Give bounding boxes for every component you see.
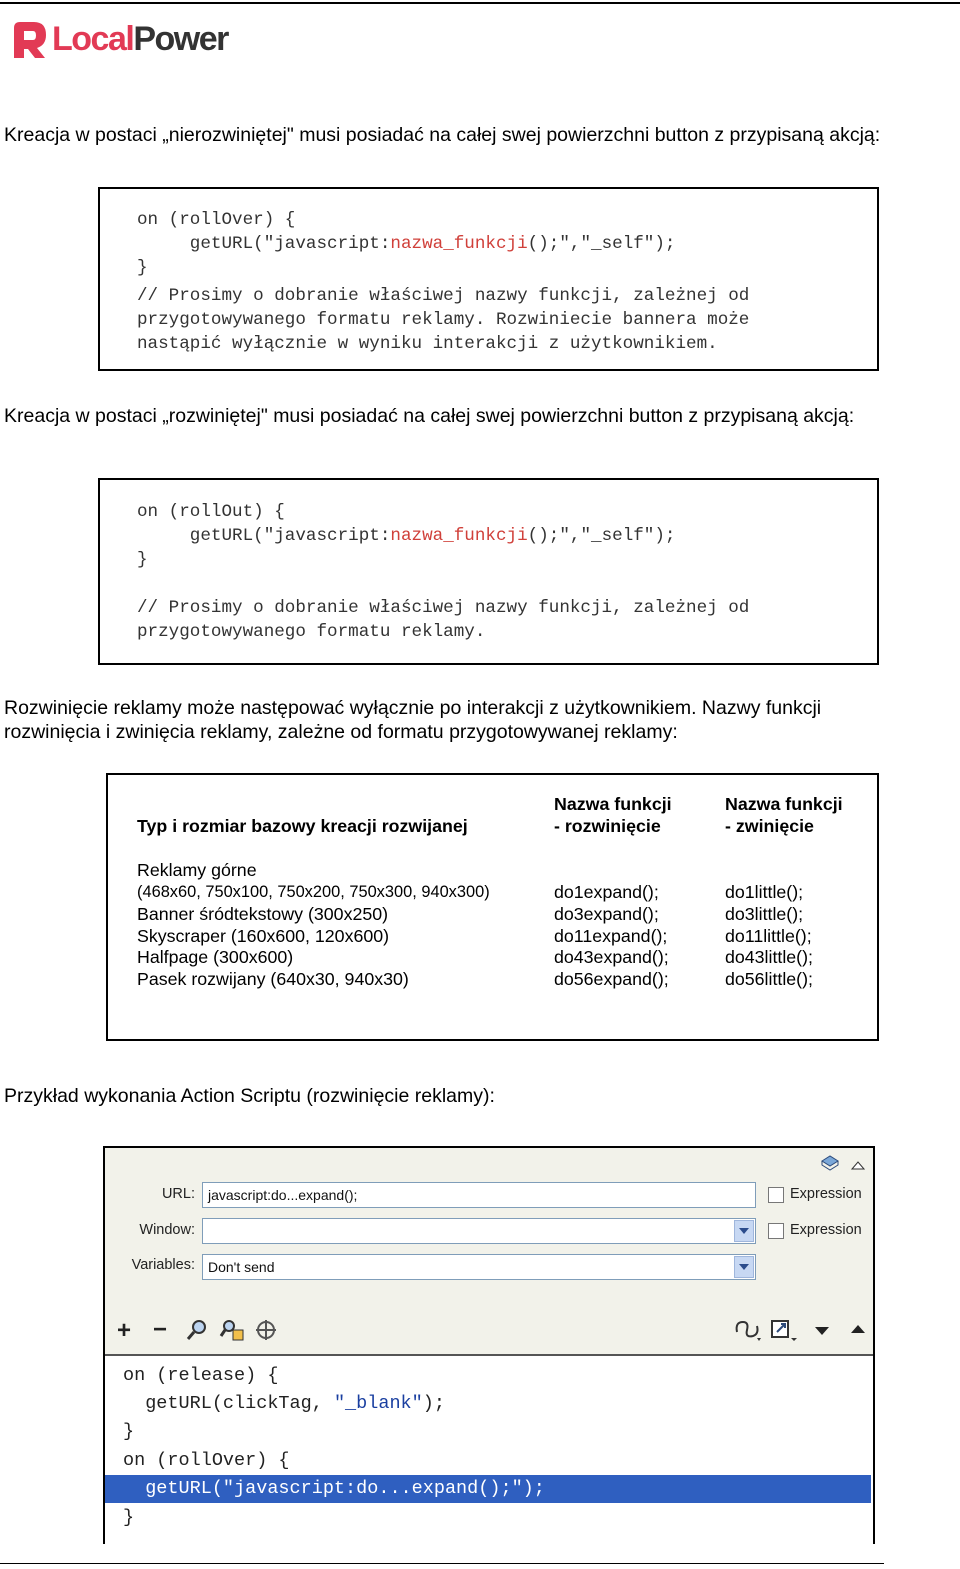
chevron-down-icon[interactable] [734, 1220, 754, 1242]
table-cell-little: do1little(); [725, 882, 804, 902]
table-header-type: Typ i rozmiar bazowy kreacji rozwijanej [137, 816, 468, 836]
script-editor[interactable] [105, 1354, 873, 1544]
table-cell-type: Halfpage (300x600) [137, 947, 294, 967]
debug-options-icon[interactable] [733, 1318, 763, 1347]
top-rule [0, 2, 960, 4]
table-header-expand-1: Nazwa funkcji [554, 794, 672, 814]
chevron-down-icon[interactable] [734, 1256, 754, 1278]
table-cell-expand: do3expand(); [554, 904, 659, 924]
functions-paragraph: Rozwinięcie reklamy może następować wyłącznie po interakcji z użytkownikiem. Nazwy funkcji rozwinięcia i zwinięcia reklamy, zależne od formatu przygotowywanej reklamy: [4, 697, 822, 743]
panel-parameters [105, 1148, 873, 1354]
table-cell-type: (468x60, 750x100, 750x200, 750x300, 940x300) [137, 883, 490, 901]
window-expression-checkbox[interactable] [768, 1223, 784, 1239]
window-expression-label: Expression [790, 1222, 862, 1238]
script-line[interactable]: } [123, 1421, 135, 1442]
logo-wordmark: LocalPower [52, 20, 228, 58]
code-comment: przygotowywanego formatu reklamy. Rozwiniecie bannera może [137, 310, 750, 330]
script-line-selected[interactable]: getURL("javascript:do...expand();"); [105, 1475, 871, 1503]
table-cell-expand: do56expand(); [554, 969, 669, 989]
table-cell-type: Reklamy górne [137, 860, 257, 880]
code-line: } [137, 258, 148, 278]
script-line[interactable]: } [123, 1507, 135, 1528]
collapse-icon[interactable] [851, 1157, 865, 1175]
table-cell-expand: do1expand(); [554, 882, 659, 902]
intro-paragraph-1 [4, 123, 882, 147]
table-header-little-2: - zwinięcie [725, 816, 814, 836]
code-box-rollover [98, 187, 879, 371]
find-icon[interactable] [185, 1318, 209, 1347]
code-comment: nastąpić wyłącznie w wyniku interakcji z użytkownikiem. [137, 334, 718, 354]
table-cell-little: do56little(); [725, 969, 813, 989]
code-box-rollout [98, 478, 879, 665]
intro-paragraph-2: Kreacja w postaci „rozwiniętej" musi posiadać na całej swej powierzchni button z przypisaną akcją: [4, 405, 855, 427]
table-cell-type: Skyscraper (160x600, 120x600) [137, 926, 390, 946]
view-options-icon[interactable] [769, 1318, 799, 1347]
window-select[interactable] [202, 1218, 756, 1244]
target-path-icon[interactable] [255, 1319, 277, 1346]
url-expression-checkbox[interactable] [768, 1187, 784, 1203]
url-label: URL: [161, 1186, 195, 1202]
code-line: getURL("javascript:nazwa_funkcji();","_self"); [137, 234, 676, 254]
actionscript-panel [103, 1146, 875, 1544]
url-expression-label: Expression [790, 1186, 862, 1202]
variables-label: Variables: [131, 1257, 195, 1273]
variables-select[interactable] [202, 1254, 756, 1280]
table-cell-type: Pasek rozwijany (640x30, 940x30) [137, 969, 409, 989]
example-paragraph: Przykład wykonania Action Scriptu (rozwinięcie reklamy): [4, 1085, 495, 1107]
script-line[interactable]: on (release) { [123, 1365, 279, 1386]
table-cell-little: do43little(); [725, 947, 813, 967]
code-comment: // Prosimy o dobranie właściwej nazwy funkcji, zależnej od [137, 286, 750, 306]
remove-icon[interactable]: − [153, 1316, 168, 1343]
reference-icon[interactable] [819, 1153, 841, 1178]
url-field[interactable]: javascript:do...expand(); [202, 1182, 756, 1208]
add-icon[interactable]: + [117, 1317, 132, 1344]
table-cell-little: do3little(); [725, 904, 804, 924]
table-cell-little: do11little(); [725, 926, 812, 946]
para1-text: Kreacja w postaci „nierozwiniętej" musi posiadać na całej swej powierzchni button z przypisaną akcją: [4, 124, 881, 146]
code-line: on (rollOut) { [137, 502, 285, 522]
table-header-expand-2: - rozwinięcie [554, 816, 661, 836]
script-line[interactable]: on (rollOver) { [123, 1450, 290, 1471]
table-cell-expand: do43expand(); [554, 947, 669, 967]
code-line: on (rollOver) { [137, 210, 296, 230]
replace-icon[interactable] [219, 1318, 245, 1347]
code-line: } [137, 550, 148, 570]
logo [8, 16, 228, 62]
window-label: Window: [139, 1222, 195, 1238]
code-comment: // Prosimy o dobranie właściwej nazwy funkcji, zależnej od [137, 598, 750, 618]
table-cell-type: Banner śródtekstowy (300x250) [137, 904, 389, 924]
variables-value: Don't send [208, 1259, 275, 1275]
table-header-little-1: Nazwa funkcji [725, 794, 843, 814]
code-comment: przygotowywanego formatu reklamy. [137, 622, 486, 642]
function-names-table [106, 773, 879, 1041]
bottom-rule [0, 1563, 884, 1564]
move-up-icon[interactable] [849, 1322, 867, 1340]
script-line[interactable]: getURL(clickTag, "_blank"); [123, 1393, 445, 1414]
table-cell-expand: do11expand(); [554, 926, 668, 946]
logo-icon [8, 18, 50, 60]
code-line: getURL("javascript:nazwa_funkcji();","_self"); [137, 526, 676, 546]
move-down-icon[interactable] [813, 1324, 831, 1342]
